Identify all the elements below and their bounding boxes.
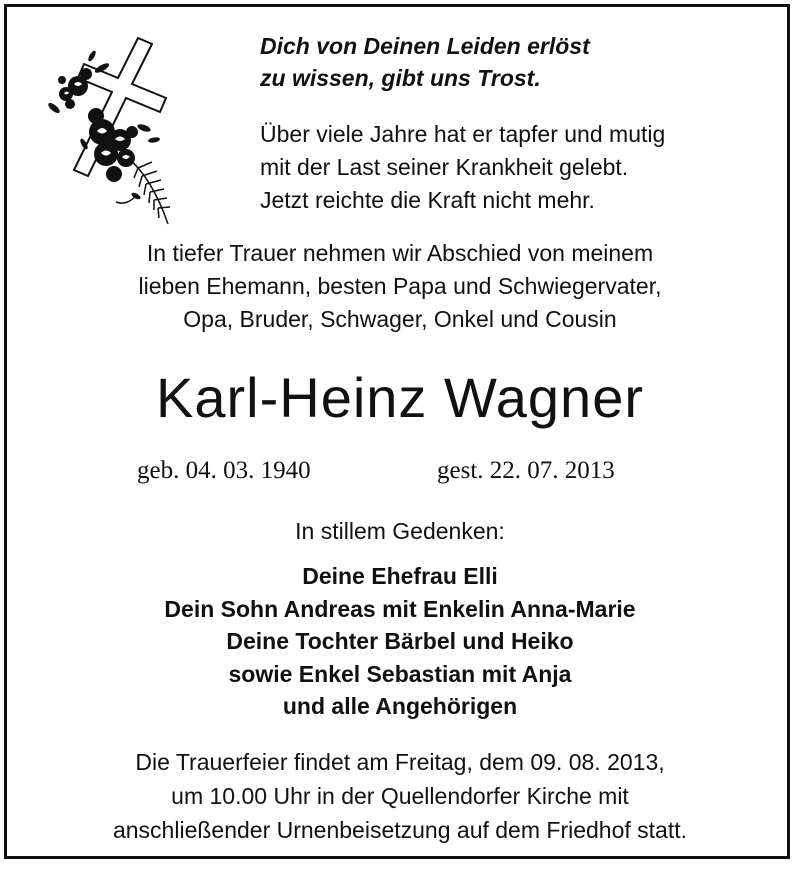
service-line: um 10.00 Uhr in der Quellendorfer Kirche mit xyxy=(171,783,629,809)
farewell-line: Opa, Bruder, Schwager, Onkel und Cousin xyxy=(183,306,617,332)
funeral-service-info xyxy=(0,745,800,847)
farewell-line: lieben Ehemann, besten Papa und Schwiegervater, xyxy=(138,273,662,299)
quote-line: zu wissen, gibt uns Trost. xyxy=(260,65,541,91)
mourners-list xyxy=(0,560,800,723)
deceased-name: Karl-Heinz Wagner xyxy=(156,366,644,429)
farewell-text xyxy=(0,237,800,336)
service-line: Die Trauerfeier findet am Freitag, dem 09. 08. 2013, xyxy=(135,749,665,775)
mourner-line: und alle Angehörigen xyxy=(282,693,518,719)
illness-text xyxy=(260,118,780,217)
memory-heading: In stillem Gedenken: xyxy=(295,518,505,544)
intro-line: Jetzt reichte die Kraft nicht mehr. xyxy=(260,187,595,213)
farewell-line: In tiefer Trauer nehmen wir Abschied von meinem xyxy=(146,240,654,266)
death-date: gest. 22. 07. 2013 xyxy=(437,457,615,484)
quote-line: Dich von Deinen Leiden erlöst xyxy=(260,33,590,59)
intro-line: mit der Last seiner Krankheit gelebt. xyxy=(260,154,629,180)
mourner-line: Deine Tochter Bärbel und Heiko xyxy=(226,628,574,654)
mourner-line: sowie Enkel Sebastian mit Anja xyxy=(228,660,572,687)
birth-date: geb. 04. 03. 1940 xyxy=(137,457,311,484)
mourner-line: Dein Sohn Andreas mit Enkelin Anna-Marie xyxy=(164,595,636,622)
mourner-line: Deine Ehefrau Elli xyxy=(302,563,498,589)
consolation-quote xyxy=(260,30,760,94)
cross-with-roses-icon xyxy=(40,28,190,228)
intro-line: Über viele Jahre hat er tapfer und mutig xyxy=(260,121,666,147)
service-line: anschließender Urnenbeisetzung auf dem Friedhof statt. xyxy=(112,817,688,843)
